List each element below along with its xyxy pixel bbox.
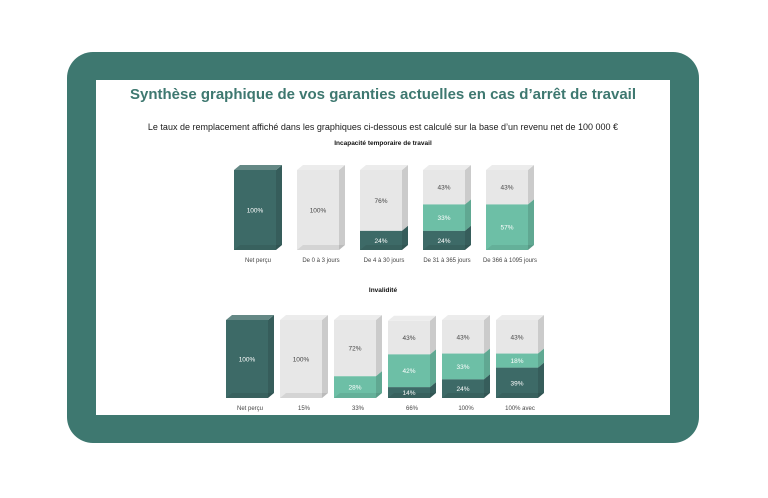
page-subtitle: Le taux de remplacement affiché dans les graphiques ci-dessous est calculé sur la base d’un revenu net de 100 000 € — [147, 122, 619, 132]
page-title: Synthèse graphique de vos garanties actuelles en cas d’arrêt de travail — [129, 86, 637, 103]
bar-side-light — [538, 315, 544, 354]
bar-side-green — [484, 349, 490, 380]
data-label: 72% — [348, 345, 362, 353]
data-label: 42% — [402, 368, 416, 376]
bar-side-light — [339, 165, 345, 250]
bar-top-light — [297, 165, 345, 170]
category-label: 66% — [405, 406, 419, 412]
category-label: 100% — [458, 406, 474, 412]
data-label: 100% — [246, 207, 264, 215]
bar-side-light — [465, 165, 471, 204]
bar-top-dark — [226, 315, 274, 320]
bar-top-light — [486, 165, 534, 170]
data-label: 100% — [238, 356, 256, 364]
bar-side-light — [484, 315, 490, 354]
bar-side-dark — [268, 315, 274, 398]
bar-top-light — [280, 315, 328, 320]
data-label: 100% — [309, 207, 327, 215]
category-label: Net perçu — [236, 406, 264, 412]
bar-side-light — [430, 316, 436, 355]
bar-top-light — [496, 315, 544, 320]
bar-base — [496, 393, 544, 398]
data-label: 33% — [456, 363, 470, 371]
data-label: 33% — [437, 215, 451, 223]
category-label: De 31 à 365 jours — [423, 258, 471, 264]
chart-title: Invalidité — [368, 287, 398, 294]
data-label: 43% — [510, 334, 524, 342]
bar-base — [234, 245, 282, 250]
data-label: 43% — [437, 184, 451, 192]
chart-invalidite — [96, 280, 670, 415]
category-label: 15% — [297, 406, 311, 412]
data-label: 43% — [456, 334, 470, 342]
bar-side-light — [376, 315, 382, 376]
data-label: 24% — [456, 386, 470, 394]
data-label: 57% — [500, 224, 514, 232]
bar-base — [280, 393, 328, 398]
bar-base — [388, 393, 436, 398]
data-label: 24% — [374, 237, 388, 245]
bar-side-light — [528, 165, 534, 204]
category-label: Net perçu — [244, 258, 272, 264]
bar-top-light — [360, 165, 408, 170]
bar-base — [297, 245, 345, 250]
chart-title: Incapacité temporaire de travail — [334, 140, 432, 147]
bar-side-green — [430, 349, 436, 387]
category-label: De 4 à 30 jours — [363, 258, 405, 264]
data-label: 76% — [374, 197, 388, 205]
bar-top-dark — [234, 165, 282, 170]
data-label: 43% — [402, 335, 416, 343]
bar-top-light — [442, 315, 490, 320]
bar-side-dark — [276, 165, 282, 250]
bar-base — [486, 245, 534, 250]
content-panel — [96, 80, 670, 415]
data-label: 28% — [348, 384, 362, 392]
bar-base — [360, 245, 408, 250]
data-label: 24% — [437, 237, 451, 245]
bar-top-light — [388, 316, 436, 321]
bar-base — [334, 393, 382, 398]
data-label: 18% — [510, 358, 524, 366]
bar-side-light — [322, 315, 328, 398]
category-label: De 0 à 3 jours — [302, 258, 340, 264]
bar-side-dark — [538, 363, 544, 398]
data-label: 39% — [510, 380, 524, 388]
bar-side-green — [465, 199, 471, 230]
data-label: 43% — [500, 184, 514, 192]
bar-base — [442, 393, 490, 398]
bar-side-green — [528, 199, 534, 250]
category-label: 33% — [351, 406, 365, 412]
bar-top-light — [423, 165, 471, 170]
category-label: 100% avec — [505, 406, 535, 412]
bar-top-light — [334, 315, 382, 320]
bar-base — [226, 393, 274, 398]
bar-side-light — [402, 165, 408, 231]
chart-incapacite — [96, 138, 670, 268]
bar-base — [423, 245, 471, 250]
data-label: 100% — [292, 356, 310, 364]
category-label: De 366 à 1095 jours — [482, 258, 538, 264]
